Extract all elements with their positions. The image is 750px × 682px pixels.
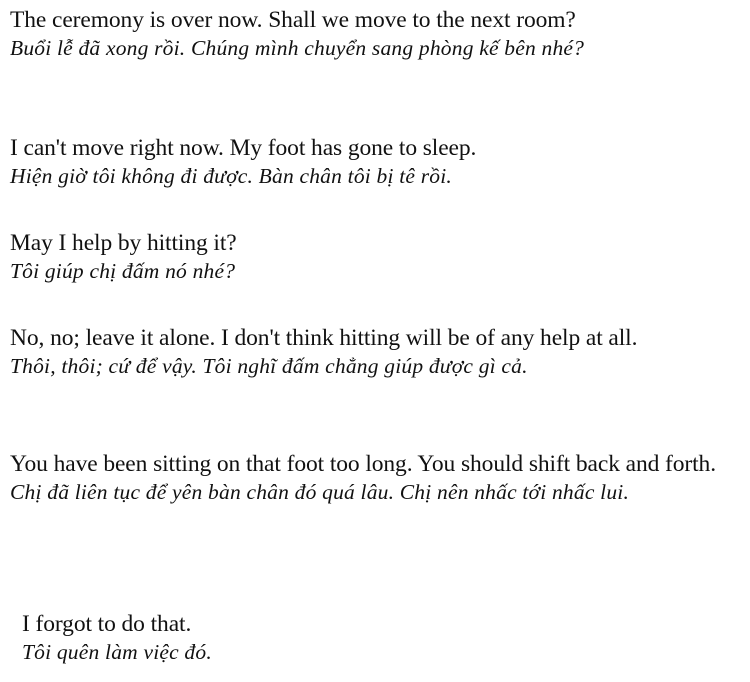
english-line: You have been sitting on that foot too long. You should shift back and forth. [10,451,716,477]
exchange-3 [10,229,746,285]
vietnamese-line: Tôi giúp chị đấm nó nhé? [10,259,236,283]
english-line: May I help by hitting it? [10,230,237,256]
vietnamese-line: Chị đã liên tục để yên bàn chân đó quá lâu. Chị nên nhấc tới nhấc lui. [10,480,630,504]
english-line: The ceremony is over now. Shall we move to the next room? [10,7,576,33]
english-line: No, no; leave it alone. I don't think hitting will be of any help at all. [10,325,638,351]
exchange-5 [10,450,750,506]
exchange-6 [22,610,750,666]
exchange-4 [10,324,710,380]
vietnamese-line: Hiện giờ tôi không đi được. Bàn chân tôi bị tê rồi. [10,164,452,188]
vietnamese-line: Thôi, thôi; cứ để vậy. Tôi nghĩ đấm chẳng giúp được gì cả. [10,354,528,378]
english-line: I forgot to do that. [22,611,192,637]
vietnamese-line: Tôi quên làm việc đó. [22,640,212,664]
exchange-2 [10,134,746,190]
vietnamese-line: Buổi lễ đã xong rồi. Chúng mình chuyển sang phòng kế bên nhé? [10,36,585,60]
exchange-1 [10,6,750,62]
english-line: I can't move right now. My foot has gone to sleep. [10,135,477,161]
